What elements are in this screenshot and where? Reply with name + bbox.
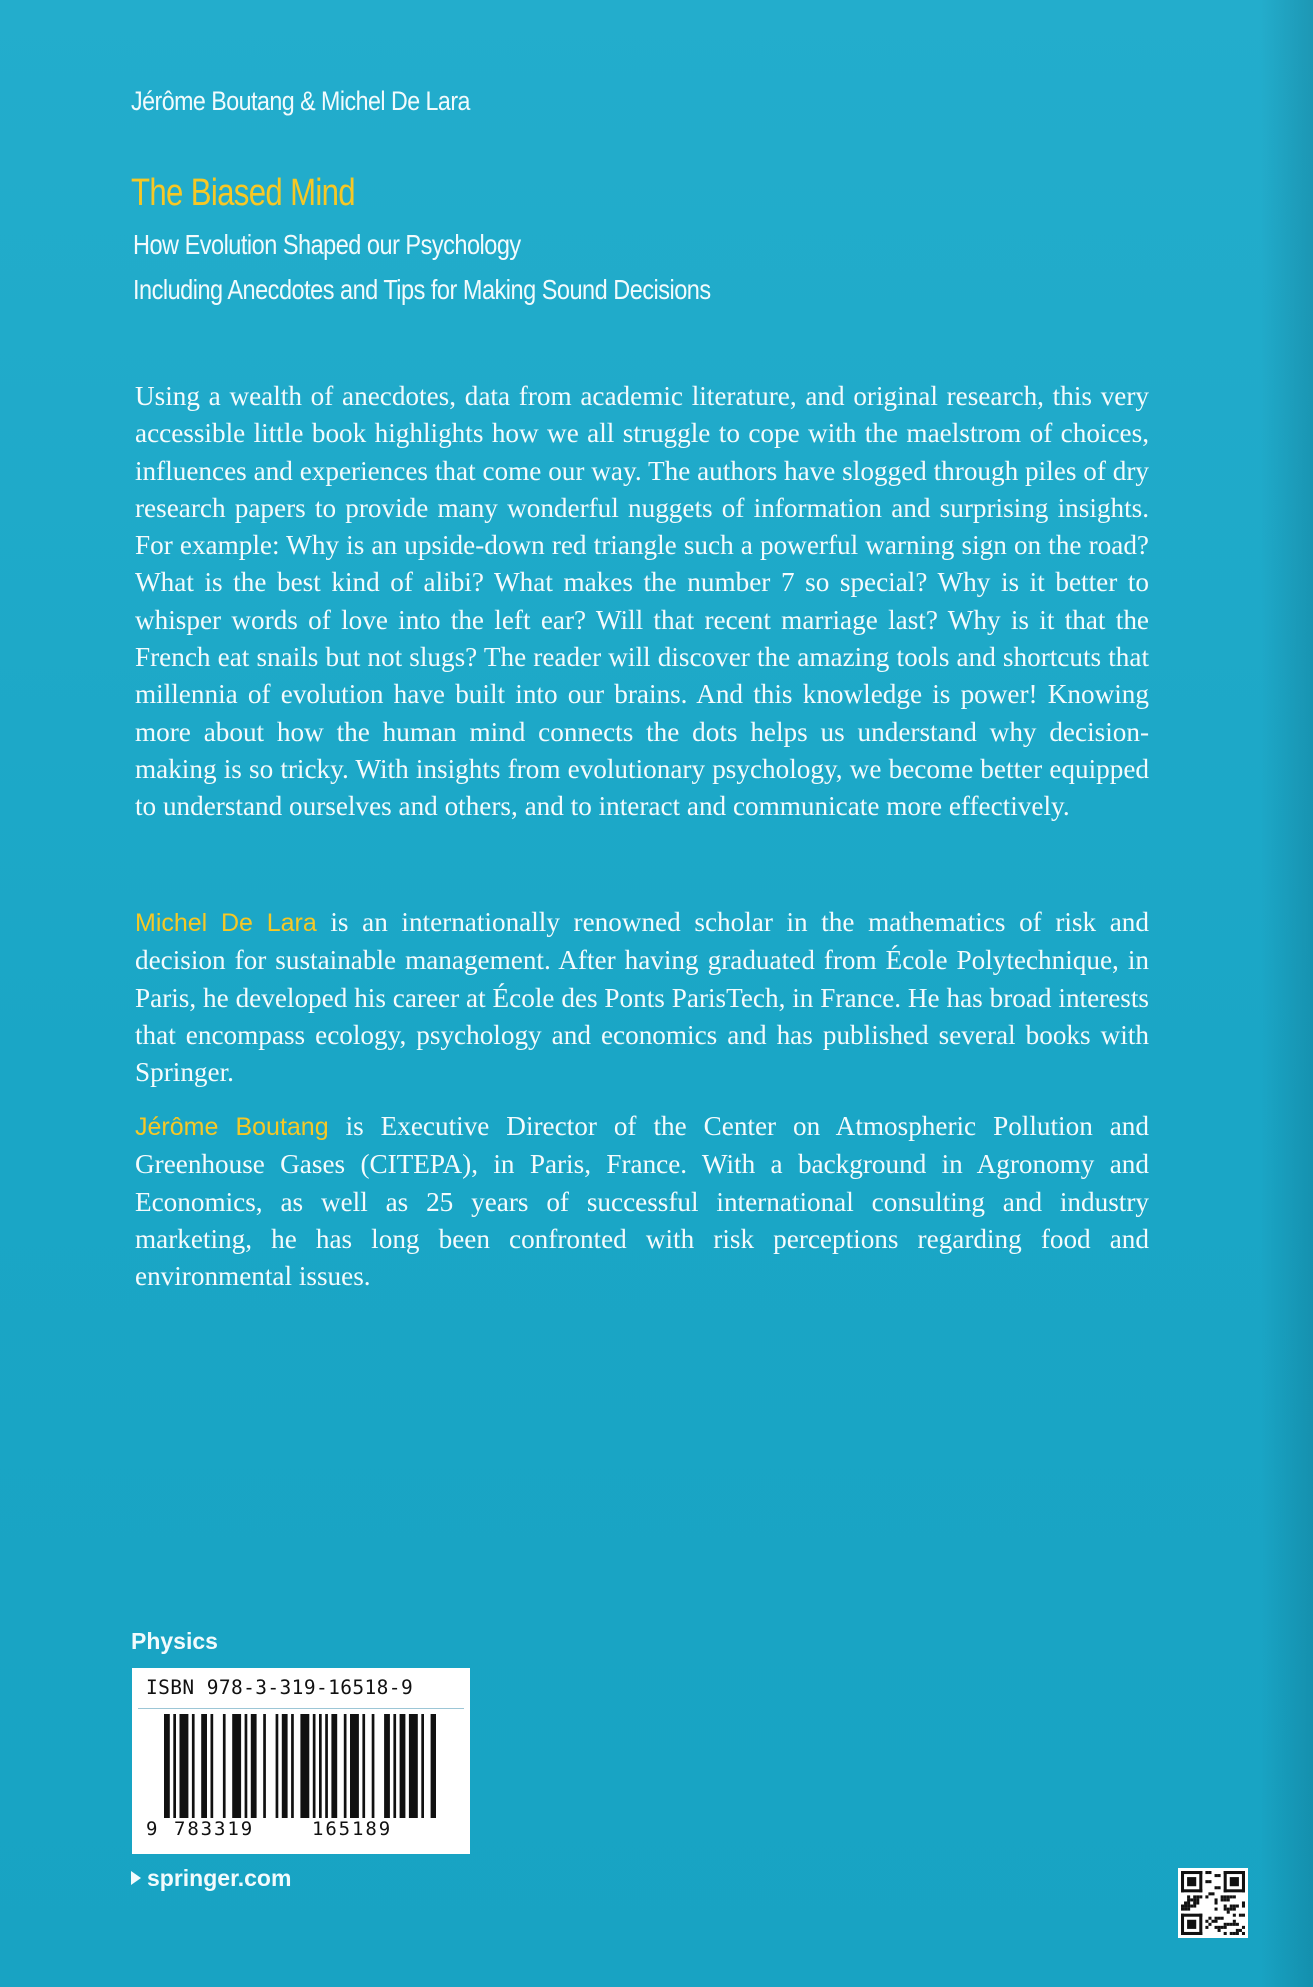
qr-module <box>1205 1871 1208 1874</box>
qr-module <box>1224 1908 1227 1911</box>
qr-module <box>1181 1871 1184 1892</box>
qr-module <box>1181 1914 1202 1917</box>
barcode-bar <box>180 1714 189 1818</box>
qr-module <box>1236 1905 1239 1908</box>
qr-module <box>1230 1905 1233 1908</box>
isbn-label: ISBN 978-3-319-16518-9 <box>146 1676 414 1699</box>
qr-module <box>1242 1871 1245 1892</box>
triangle-arrow-icon <box>131 1871 141 1885</box>
barcode-bar <box>223 1714 226 1818</box>
qr-module <box>1208 1892 1211 1895</box>
qr-module <box>1239 1929 1242 1932</box>
barcode-bar <box>251 1714 257 1818</box>
qr-module <box>1184 1905 1187 1908</box>
barcode-bar <box>201 1714 207 1818</box>
qr-module <box>1208 1923 1211 1926</box>
barcode-bar <box>325 1714 328 1818</box>
qr-module <box>1181 1914 1184 1935</box>
qr-module <box>1224 1932 1227 1935</box>
qr-module <box>1187 1898 1190 1901</box>
qr-module <box>1233 1923 1236 1926</box>
qr-module <box>1215 1920 1218 1923</box>
qr-module <box>1227 1895 1230 1898</box>
qr-module <box>1199 1871 1202 1892</box>
qr-module <box>1230 1895 1233 1898</box>
qr-module <box>1187 1901 1190 1904</box>
qr-module <box>1224 1923 1227 1926</box>
cover-edge-shading <box>1260 0 1313 1987</box>
barcode-icon <box>164 1714 436 1818</box>
barcode-bar <box>173 1714 176 1818</box>
barcode-bar <box>282 1714 288 1818</box>
qr-module <box>1184 1901 1187 1904</box>
barcode-digits-right: 165189 <box>312 1818 393 1840</box>
barcode-bar <box>232 1714 241 1818</box>
barcode-bar <box>362 1714 365 1818</box>
qr-module <box>1208 1880 1211 1883</box>
qr-module <box>1181 1889 1202 1892</box>
barcode-digits <box>132 1818 470 1848</box>
bio-jerome-boutang <box>135 1108 1149 1295</box>
barcode-bar <box>372 1714 375 1818</box>
qr-module <box>1221 1895 1224 1898</box>
qr-module <box>1218 1926 1221 1929</box>
qr-module <box>1211 1892 1214 1895</box>
qr-module <box>1208 1871 1211 1874</box>
qr-module <box>1215 1908 1218 1911</box>
qr-module <box>1227 1911 1230 1914</box>
isbn-divider <box>138 1708 464 1709</box>
qr-module <box>1187 1877 1196 1886</box>
qr-module <box>1196 1898 1199 1901</box>
book-title: The Biased Mind <box>131 172 355 214</box>
qr-module <box>1221 1917 1224 1920</box>
qr-module <box>1215 1886 1218 1889</box>
qr-module <box>1227 1908 1230 1911</box>
qr-module <box>1233 1914 1236 1917</box>
qr-module <box>1218 1917 1221 1920</box>
qr-module <box>1236 1932 1239 1935</box>
barcode-bar <box>431 1714 436 1818</box>
qr-module <box>1242 1905 1245 1908</box>
qr-module <box>1199 1914 1202 1935</box>
qr-module <box>1211 1920 1214 1923</box>
qr-module <box>1233 1920 1236 1923</box>
barcode-bar <box>245 1714 248 1818</box>
barcode-bar <box>409 1714 418 1818</box>
barcode-bar <box>313 1714 316 1818</box>
isbn-barcode-block <box>132 1668 470 1854</box>
qr-module <box>1190 1905 1193 1908</box>
qr-module <box>1196 1895 1199 1898</box>
barcode-bar <box>276 1714 279 1818</box>
bio-michel-de-lara <box>135 904 1149 1091</box>
subject-category: Physics <box>131 1628 218 1654</box>
qr-module <box>1224 1871 1245 1874</box>
qr-module <box>1215 1874 1218 1877</box>
barcode-bar <box>300 1714 309 1818</box>
barcode-bar <box>350 1714 359 1818</box>
qr-module <box>1236 1923 1239 1926</box>
qr-module <box>1218 1886 1221 1889</box>
qr-module <box>1193 1905 1196 1908</box>
qr-module <box>1181 1871 1202 1874</box>
qr-module <box>1233 1895 1236 1898</box>
blurb-paragraph: Using a wealth of anecdotes, data from academic literature, and original research, this very accessible little book highlights how we all struggle to cope with the maelstrom of choices, influences and experiences that come our way. The authors have slogged through piles of dry research papers to provide many wonderful nuggets of information and surprising insights. For example: Why is an upside-down red triangle such a powerful warning sign on the road? What is the best kind of alibi? What makes the number 7 so special? Why is it better to whisper words of love into the left ear? Will that recent marriage last? Why is it that the French eat snails but not slugs? The reader will discover the amazing tools and shortcuts that millennia of evolution have built into our brains. And this knowledge is power! Knowing more about how the human mind connects the dots helps us understand why decision-making is so tricky. With insights from evolutionary psychology, we become better equipped to understand ourselves and others, and to interact and communicate more effectively. <box>135 381 1149 822</box>
qr-module <box>1205 1880 1208 1883</box>
qr-module <box>1218 1929 1221 1932</box>
barcode-bar <box>291 1714 294 1818</box>
barcode-digits-left: 783319 <box>174 1818 255 1840</box>
qr-module <box>1224 1871 1227 1892</box>
barcode-bar <box>393 1714 396 1818</box>
qr-module <box>1181 1905 1184 1908</box>
qr-module <box>1193 1898 1196 1901</box>
qr-module <box>1187 1895 1190 1898</box>
barcode-bar <box>331 1714 337 1818</box>
publisher-website-label: springer.com <box>147 1865 292 1891</box>
barcode-bar <box>421 1714 424 1818</box>
qr-module <box>1221 1926 1224 1929</box>
qr-module <box>1205 1920 1208 1923</box>
qr-module <box>1242 1914 1245 1917</box>
qr-module <box>1227 1923 1230 1926</box>
qr-module <box>1215 1898 1218 1901</box>
barcode-bar <box>192 1714 195 1818</box>
publisher-website[interactable] <box>131 1865 291 1892</box>
qr-module <box>1181 1932 1202 1935</box>
qr-module <box>1233 1932 1236 1935</box>
barcode-bar <box>263 1714 266 1818</box>
qr-module <box>1227 1898 1230 1901</box>
bio-text-de-lara: is an internationally renowned scholar in the mathematics of risk and decision for sustainable management. After having graduated from École Polytechnique, in Paris, he developed his career at École des Ponts ParisTech, in France. He has broad interests that encompass ecology, psychology and economics and has published several books with Springer. <box>135 907 1149 1088</box>
qr-module <box>1215 1901 1218 1904</box>
author-line: Jérôme Boutang & Michel De Lara <box>131 86 470 116</box>
barcode-bar <box>400 1714 406 1818</box>
qr-module <box>1230 1877 1239 1886</box>
qr-module <box>1181 1908 1184 1911</box>
qr-module <box>1184 1908 1187 1911</box>
qr-module <box>1230 1923 1233 1926</box>
book-subtitle-line-1: How Evolution Shaped our Psychology <box>133 229 521 260</box>
qr-module <box>1215 1917 1218 1920</box>
qr-module <box>1224 1926 1227 1929</box>
bio-name-boutang: Jérôme Boutang <box>135 1113 329 1141</box>
qr-module <box>1242 1932 1245 1935</box>
barcode-bar <box>344 1714 347 1818</box>
qr-module <box>1233 1908 1236 1911</box>
qr-module <box>1224 1889 1245 1892</box>
qr-module <box>1236 1929 1239 1932</box>
qr-module <box>1239 1914 1242 1917</box>
qr-module <box>1224 1905 1227 1908</box>
barcode-digit-lead: 9 <box>146 1818 158 1840</box>
qr-module <box>1233 1905 1236 1908</box>
qr-module <box>1199 1895 1202 1898</box>
bio-name-de-lara: Michel De Lara <box>135 909 317 937</box>
qr-module <box>1221 1898 1224 1901</box>
qr-module <box>1196 1901 1199 1904</box>
barcode-bar <box>164 1714 170 1818</box>
qr-module <box>1242 1926 1245 1929</box>
barcode-bar <box>211 1714 214 1818</box>
qr-module <box>1208 1917 1211 1920</box>
qr-module <box>1218 1874 1221 1877</box>
qr-module <box>1187 1920 1196 1929</box>
qr-module <box>1224 1898 1227 1901</box>
qr-module <box>1193 1895 1196 1898</box>
qr-module <box>1224 1895 1227 1898</box>
qr-module <box>1215 1926 1218 1929</box>
barcode-bar <box>319 1714 322 1818</box>
qr-module <box>1187 1905 1190 1908</box>
qr-module <box>1205 1895 1208 1898</box>
qr-module <box>1230 1932 1233 1935</box>
qr-module <box>1190 1898 1193 1901</box>
qr-module <box>1242 1901 1245 1904</box>
qr-module <box>1187 1908 1190 1911</box>
barcode-bar <box>384 1714 390 1818</box>
bio-text-boutang: is Executive Director of the Center on Atmospheric Pollution and Greenhouse Gases (CITEPA), in Paris, France. With a background in Agronomy and Economics, as well as 25 years of successful international consulting and industry marketing, he has long been confronted with risk perceptions regarding food and environmental issues. <box>135 1111 1149 1292</box>
qr-module <box>1230 1908 1233 1911</box>
qr-module <box>1205 1926 1208 1929</box>
qr-code-icon[interactable] <box>1178 1868 1248 1938</box>
qr-module <box>1193 1901 1196 1904</box>
book-subtitle-line-2: Including Anecdotes and Tips for Making Sound Decisions <box>133 274 711 305</box>
